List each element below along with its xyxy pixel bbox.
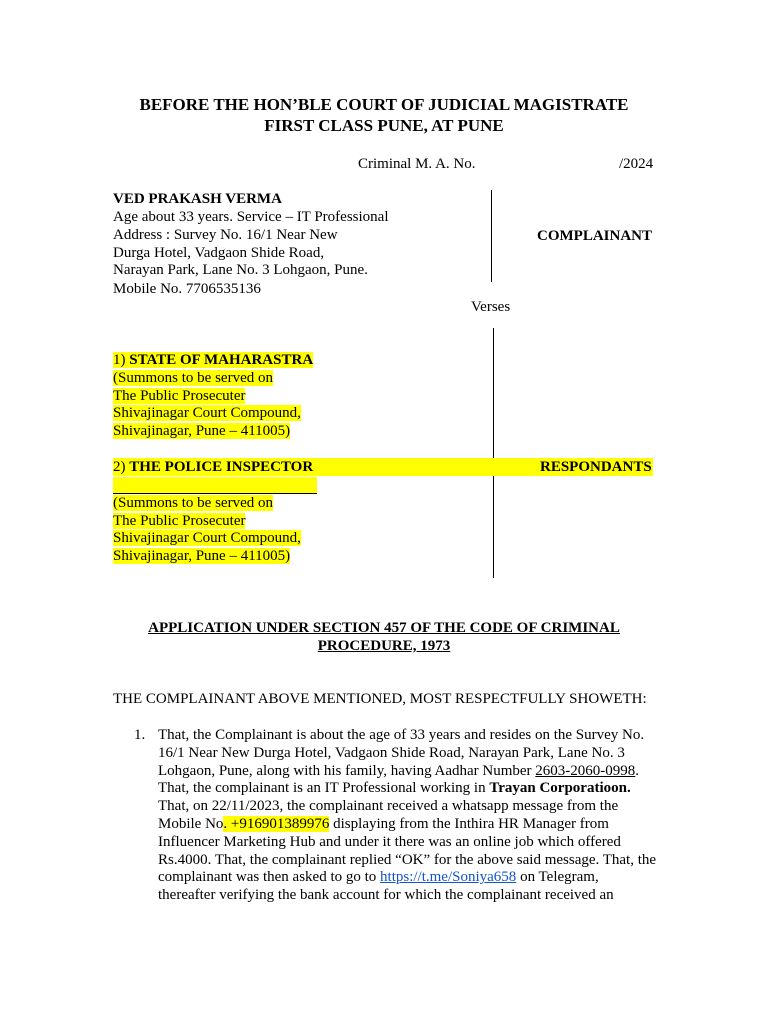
court-heading-line2: FIRST CLASS PUNE, AT PUNE (264, 116, 504, 135)
paragraph-text: on Telegram, thereafter verifying the bank account for which the complainant received an (158, 869, 614, 904)
respondent1-name: STATE OF MAHARASTRA (129, 352, 314, 368)
complainant-line: Mobile No. 7706535136 (113, 281, 261, 297)
divider-line (493, 328, 494, 578)
paragraph-number: 1. (134, 727, 146, 743)
respondent2-underline-field (113, 477, 317, 494)
paragraph-text: That, the Complainant is about the age of 33 years and resides on the Survey No. 16/1 Near New Durga Hotel, Vadgaon Shide Road, Narayan Park, Lane No. 3 Lohgaon, Pune, along with his family, having Aadhar Number (158, 727, 645, 779)
complainant-name: VED PRAKASH VERMA (113, 191, 282, 207)
respondent1-line: Shivajinagar, Pune – 411005) (113, 423, 291, 439)
respondent2-name: THE POLICE INSPECTOR (129, 459, 314, 475)
company-name: Trayan Corporatioon. (489, 780, 631, 797)
complainant-role: COMPLAINANT (537, 228, 652, 244)
respondent2-line: The Public Prosecuter (113, 513, 246, 529)
application-title-line1: APPLICATION UNDER SECTION 457 OF THE CODE OF CRIMINAL (148, 620, 620, 636)
respondent1-line: (Summons to be served on (113, 370, 273, 386)
respondent1-number: 1) (113, 352, 126, 368)
respondent2-line: Shivajinagar, Pune – 411005) (113, 548, 291, 564)
respondent1-line: Shivajinagar Court Compound, (113, 405, 301, 421)
aadhar-number: 2603-2060-0998 (535, 762, 636, 779)
respondent1-line: The Public Prosecuter (113, 388, 246, 404)
respondent2-line: Shivajinagar Court Compound, (113, 530, 301, 546)
application-title-line2: PROCEDURE, 1973 (317, 638, 451, 654)
case-number-year: /2024 (619, 156, 654, 172)
verses-label: Verses (471, 299, 511, 315)
respondent2-heading (113, 459, 313, 477)
intro-text: THE COMPLAINANT ABOVE MENTIONED, MOST RESPECTFULLY SHOWETH: (113, 691, 647, 707)
respondent1-heading (113, 352, 313, 370)
telegram-link[interactable]: https://t.me/Soniya658 (380, 869, 517, 886)
paragraph-text: That, on 22/11/2023, the complainant received a whatsapp message from the Mobile No (158, 798, 619, 832)
complainant-line: Narayan Park, Lane No. 3 Lohgaon, Pune. (113, 262, 368, 278)
paragraph-1 (158, 727, 658, 905)
respondent2-line: (Summons to be served on (113, 495, 273, 511)
paragraph-text: displaying from the Inthira HR Manager from Influencer Marketing Hub and under it there was an online job which offered Rs.4000. That, the complainant replied “OK” for the above said message. That, the complainant was then asked to go to (158, 815, 657, 886)
divider-line (491, 190, 492, 282)
respondent2-role: RESPONDANTS (540, 459, 652, 475)
complainant-line: Age about 33 years. Service – IT Professional (113, 209, 389, 225)
case-number-label: Criminal M. A. No. (358, 156, 476, 172)
complainant-line: Address : Survey No. 16/1 Near New (113, 227, 338, 243)
respondent2-number: 2) (113, 459, 126, 475)
paragraph-text: . That, the complainant is an IT Professional working in (158, 762, 640, 797)
complainant-line: Durga Hotel, Vadgaon Shide Road, (113, 245, 325, 261)
court-heading-line1: BEFORE THE HON’BLE COURT OF JUDICIAL MAGISTRATE (139, 95, 629, 114)
mobile-number: . +916901389976 (223, 815, 330, 832)
